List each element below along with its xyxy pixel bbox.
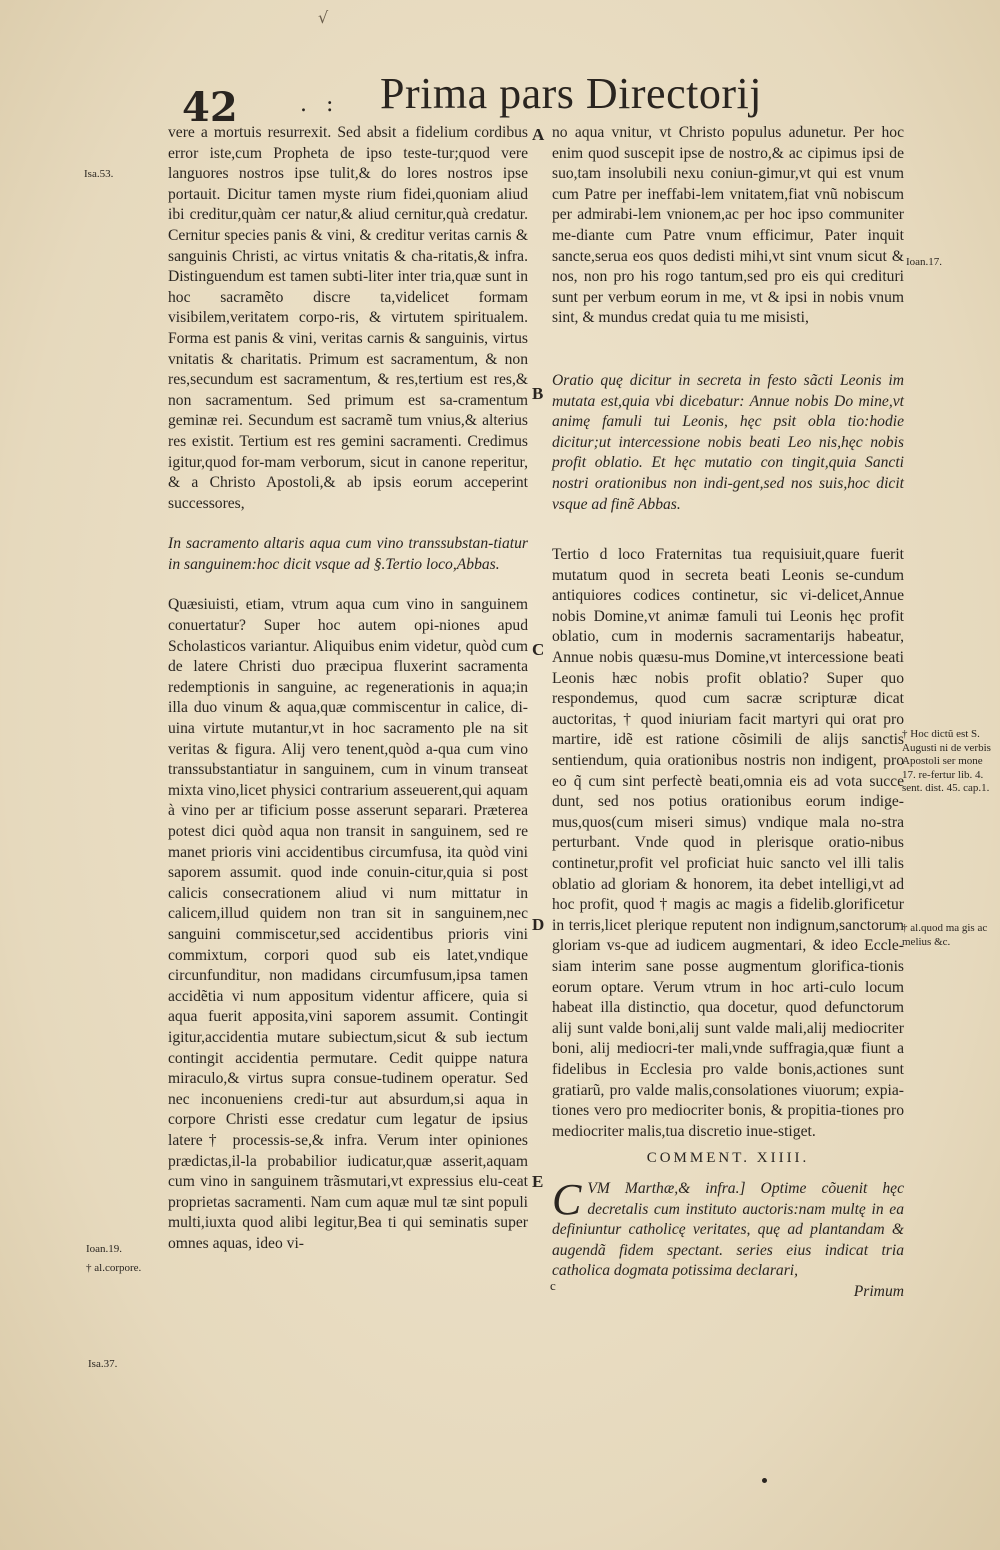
- section-letter-a: A: [532, 125, 545, 144]
- margin-note-ioan19: Ioan.19.: [86, 1243, 123, 1255]
- right-rubric: Oratio quę dicitur in secreta in festo sãcti Leonis im mutata est,quia vbi dicebatur: Annue nobis Do mine,vt animę famuli tui Leonis, hęc psit obla tio:hodie dicitur;ut intercessione nobis beati Leo nis,hęc nobis profit oblatio. Et hęc mutatio con tingit,quia Sancti nostri orationibus non indi-gent,sed nos suis,hoc dicit vsque ad finẽ Abbas.: [552, 371, 904, 513]
- right-column: [552, 123, 904, 1302]
- left-paragraph-1: vere a mortuis resurrexit. Sed absit a fidelium cordibus error iste,cum Propheta de ipso teste-tur;quod vere languores nostros ipse tulit,& do lores nostros ipse portauit. Dicitur tamen myste rium fidei,quoniam aliud ibi creditur,quàm cer natur,& aliud cernitur,quà credatur. Cernitur species panis & vini, & creditur veritas carnis & sanguinis Christi, ac virtus vnitatis & cha-ritatis,& infra. Distinguendum est tamen subti-liter inter tria,quæ sunt in hoc sacramẽto discre ta,videlicet formam visibilem,veritatem corpo-ris, & virtutem spiritualem. Forma est panis & vini, veritas carnis & sanguinis, virtus vnitatis & charitatis. Primum est sacramentum, & non res,secundum est sacramentum, & res,tertium est res,& non sacramentum. Sed primum est sa-cramentum geminæ rei. Secundum est sacramẽ tum vnius,& alterius res existit. Tertium est res gemini sacramenti. Credimus igitur,quod for-mam verborum, sicut in canone reperitur, & a Christo Apostoli,& ab ipsis eorum acceperint successores,: [168, 124, 528, 512]
- margin-note-ioan17: Ioan.17.: [906, 256, 943, 268]
- comment-initial: C: [552, 1174, 582, 1224]
- right-paragraph-1: no aqua vnitur, vt Christo populus adunetur. Per hoc enim quod suscepit ipse de nostro,& ac cipimus ipsi de suo,tam insolubili nexu coniun-gimur,vt qui est vnum cum Patre per ineffabi-lem vnitatem,fiat vnũ nobiscum per admirabi-lem vnionem,ac per hoc ipso communiter me-diante cum Patre vnum efficimur, Pater inquit sancte,serua eos quos dedisti mihi,vt sint vnum sicut & nos, non pro his rogo tantum,sed pro eis qui credituri sunt per verbum eorum in me, vt & ipsi in nobis vnum sint, & mundus credat quia tu me misisti,: [552, 124, 904, 327]
- section-letter-e: E: [532, 1172, 544, 1191]
- section-letter-c: C: [532, 640, 545, 659]
- margin-note-isa37: Isa.37.: [88, 1358, 118, 1370]
- running-title: Prima pars Directorij: [380, 69, 762, 118]
- margin-note-al-corpore: † al.corpore.: [86, 1262, 142, 1274]
- margin-note-al-quod: † al.quod ma gis ac melius &c.: [902, 922, 988, 948]
- catchword: Primum: [853, 1282, 904, 1300]
- comment-heading: COMMENT. XIIII.: [646, 1150, 810, 1167]
- ink-dot: [762, 1478, 767, 1483]
- top-mark: √: [318, 8, 329, 27]
- page-number: 42: [182, 84, 238, 131]
- section-letter-d: D: [532, 915, 545, 934]
- margin-note-augustini: † Hoc dictũ est S. Augusti ni de verbis Apostoli ser mone 17. re-fertur lib. 4. sent. dist. 45. cap.1.: [902, 728, 991, 794]
- left-paragraph-2: Quæsiuisti, etiam, vtrum aqua cum vino in sanguinem conuertatur? Super hoc autem opi-niones apud Scholasticos variantur. Aliquibus enim videtur, quòd cum de latere Christi duo præcipua fluxerint sacramenta redemptionis in sanguine, ac regenerationis in aqua;in illa duo vinum & aqua,quæ commiscentur in calice, di-uina virtute mutantur,vt in hoc sacramento ple na sit veritas & figura. Alij vero tenent,quòd a-qua cum vino transsubstantiatur in sanguinem, cum in vinum transeat mixta vino,licet physici contrarium asseuerent,qui aquam à vino per ar tificium posse asserunt separari. Præterea potest dici quòd aqua non transit in sanguinem, sed re manet prioris vini accidentibus circumfusa, ita quòd vini saporem assumit. quod inde conuin-citur,quia si post calicis consecrationem aliud vi num mittatur in calicem,illud quidem non tran sit in sanguinem,nec sanguini commiscetur,sed accidentibus prioris vini commixtum, corpori quod sub eis latet,vndique circunfunditur, non madidans circumfusum,ipsa tamen accidẽtia vi num appositum videntur afficere, quia si aqua fuerit apposita,vini saporem assumit. Contingit igitur,accidentia mutare subiectum,sicut & sub iectum contingit accidentia permutare. Cedit quippe natura miraculo,& virtus supra consue-tudinem operatur. Sed nec inconueniens credi-tur aut absurdum,si aqua in corpore Christi esse credatur cum legatur de ipsius latere† processis-se,& infra. Verum inter opiniones prædictas,il-la probabilior iudicatur,quæ asserit,aquam cum vino in sanguinem trãsmutari,vt expressius elu-ceat proprietas sacramenti. Nam cum aquæ mul tæ sint populi multi,iuxta quod alibi legitur,Bea ti qui seminatis super omnes aquas, ideo vi-: [168, 596, 528, 1252]
- header-dots: . :: [300, 92, 340, 117]
- comment-text: VM Marthæ,& infra.] Optime cõuenit hęc decretalis cum instituto auctoris:nam multę in ea definiuntur catholicę veritates, quę ad plantandam & augendã fidem spectant. series eius indicat tria catholica dogmata potissima declarari,: [552, 1179, 904, 1280]
- left-column: [168, 123, 528, 1254]
- section-letter-b: B: [532, 384, 544, 403]
- margin-note-isa53: Isa.53.: [84, 168, 114, 180]
- comment-text-block: [552, 1174, 904, 1282]
- right-paragraph-2: Tertio d loco Fraternitas tua requisiuit,quare fuerit mutatum quod in secreta beati Leonis se-cundum antiquiores codices continetur, sic vi-delicet,Annue nobis Domine,vt animæ famuli tui Leonis hęc profit oblatio, cum in modernis sacramentarijs habeatur, Annue nobis quæsu-mus Domine,vt intercessione beati Leonis hæc nobis profit oblatio? Super quo respondemus, quod cum sacræ scripturæ dicat auctoritas, † quod iniuriam facit martyri qui orat pro martire, idẽ est ratione cõsimili de alijs sanctis sentiendum, quia orationibus nostris non indigent, pro eo q̃ cum sint perfectè beati,omnia eis ad vota succe dunt, sed nos potius orationibus eorum indige-mus,quos(cum miseri simus) vndique mala no-stra perturbant. Vnde quod in plerisque oratio-nibus continetur,profit vel proficiat huic sancto vel illi talis oblatio ad gloriam & honorem, ita debet intelligi,vt ad hoc profit, quod † magis ac magis a fidelib.glorificetur in terris,licet plerique reputent non indignum,sanctorum gloriam vs-que ad iudicem augmentari, & ideo Eccle-siam interim sane posse augmentum glorifica-tionis eorum optare. Verum vtrum in hoc arti-culo locum habeat illa distinctio, qua docetur, quod defunctorum alij sunt valde boni,alij sunt valde mali,alij mediocriter boni, alij mediocri-ter mali,vnde suffragia,quæ fiunt a fidelibus in Ecclesia pro valde bonis,actiones sunt gratiarũ, pro valde malis,consolationes viuorum; expia-tiones vero pro mediocriter bonis, & propitia-tiones pro mediocriter malis,tua discretio inue-stiget.: [552, 546, 904, 1140]
- left-rubric: In sacramento altaris aqua cum vino transsubstan-tiatur in sanguinem:hoc dicit vsque ad §.Tertio loco,Abbas.: [168, 535, 528, 573]
- comment-margin-letter: c: [550, 1278, 556, 1293]
